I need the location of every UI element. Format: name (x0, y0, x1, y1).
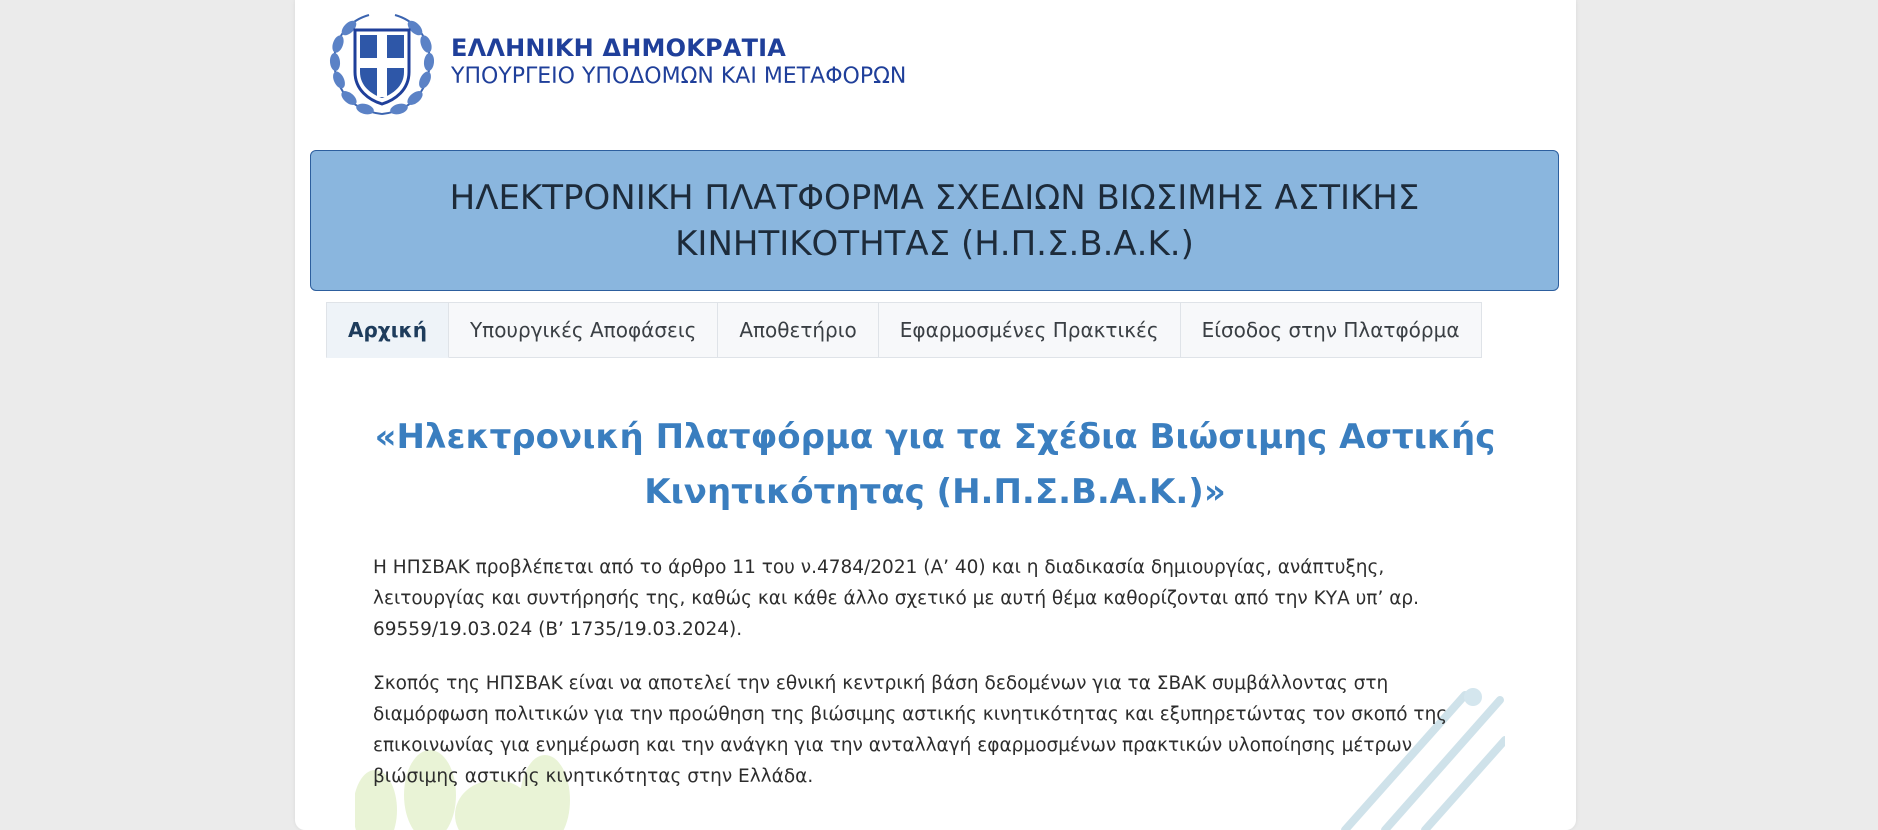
ministry-logo[interactable] (325, 10, 906, 122)
logo-subtitle: ΥΠΟΥΡΓΕΙΟ ΥΠΟΔΟΜΩΝ ΚΑΙ ΜΕΤΑΦΟΡΩΝ (451, 64, 907, 89)
tab-home[interactable]: Αρχική (326, 302, 449, 358)
platform-banner (310, 150, 1559, 291)
logo-title: ΕΛΛΗΝΙΚΗ ΔΗΜΟΚΡΑΤΙΑ (451, 34, 787, 62)
logo-text (451, 33, 906, 91)
page-container (295, 0, 1576, 830)
page-heading: «Ηλεκτρονική Πλατφόρμα για τα Σχέδια Βιώσιμης Αστικής Κινητικότητας (Η.Π.Σ.Β.Α.Κ.)» (374, 417, 1496, 512)
greek-coat-of-arms-icon (325, 10, 439, 122)
purpose-paragraph: Σκοπός της ΗΠΣΒΑΚ είναι να αποτελεί την εθνική κεντρική βάση δεδομένων για τα ΣΒΑΚ συμβάλλοντας στη διαμόρφωση πολιτικών για την προώθηση της βιώσιμης αστικής κινητικότητας και εξυπηρετώντας τον σκοπό της επικοινωνίας για ενημέρωση και την ανάγκη για την ανταλλαγή εφαρμοσμένων πρακτικών υλοποίησης μέτρων βιώσιμης αστικής κινητικότητας στην Ελλάδα. (373, 673, 1448, 787)
tab-platform-login[interactable]: Είσοδος στην Πλατφόρμα (1181, 302, 1482, 358)
tab-applied-practices[interactable]: Εφαρμοσμένες Πρακτικές (879, 302, 1181, 358)
banner-title: ΗΛΕΚΤΡΟΝΙΚΗ ΠΛΑΤΦΟΡΜΑ ΣΧΕΔΙΩΝ ΒΙΩΣΙΜΗΣ ΑΣΤΙΚΗΣ ΚΙΝΗΤΙΚΟΤΗΤΑΣ (Η.Π.Σ.Β.Α.Κ.) (449, 177, 1420, 264)
intro-paragraph: Η ΗΠΣΒΑΚ προβλέπεται από το άρθρο 11 του ν.4784/2021 (Α’ 40) και η διαδικασία δημιουργίας, ανάπτυξης, λειτουργίας και συντήρησής της, καθώς και κάθε άλλο σχετικό με αυτή θέμα καθορίζονται από την ΚΥΑ υπ’ αρ. 69559/19.03.024 (Β’ 1735/19.03.2024). (373, 557, 1420, 640)
main-nav (326, 302, 1482, 358)
tab-ministerial-decisions[interactable]: Υπουργικές Αποφάσεις (449, 302, 718, 358)
tab-repository[interactable]: Αποθετήριο (718, 302, 878, 358)
